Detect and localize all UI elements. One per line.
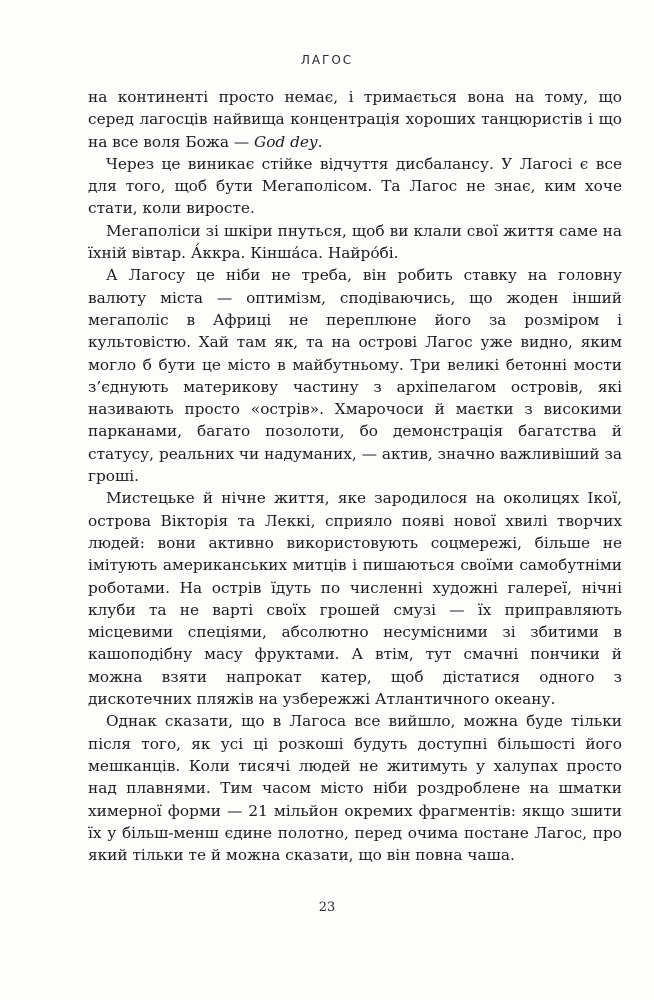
- emphasis-phrase: God dey: [254, 132, 318, 151]
- paragraph-continued: на континенті просто немає, і тримається вона на тому, що серед лагосців найвища концентрація хороших танцюристів і що на все воля Божа — God dey.: [88, 88, 622, 151]
- paragraph: А Лагосу це ніби не треба, він робить ставку на головну валюту міста — оптимізм, сподіваючись, що жоден інший мегаполіс в Африці не переплюне його за розміром і культовістю. Хай там як, та на острові Лагос уже видно, яким могло б бути це місто в майбутньому. Три великі бетонні мости з’єднують материкову частину з архіпелагом островів, які називають просто «острів». Хмарочоси й маєтки з високими парканами, багато позолоти, бо демонстрація багатства й статусу, реальних чи надуманих, — актив, значно важливіший за гроші.: [88, 266, 622, 486]
- body-text: [88, 86, 622, 866]
- paragraph: Мегаполіси зі шкіри пнуться, щоб ви клали свої життя саме на їхній вівтар. А́ккра. Кінша́са. Найро́бі.: [88, 221, 622, 263]
- paragraph: Мистецьке й нічне життя, яке зародилося на околицях Ікої, острова Вікторія та Леккі, сприяло появі нової хвилі творчих людей: вони активно використовують соцмережі, більше не імітують американських митців і пишаються своїми самобутніми роботами. На острів їдуть по численні художні галереї, нічні клуби та не варті своїх грошей смузі — їх приправляють місцевими спеціями, абсолютно несумісними зі збитими в кашоподібну масу фруктами. А втім, тут смачні пончики й можна взяти напрокат катер, щоб дістатися одного з дискотечних пляжів на узбережжі Атлантичного океану.: [88, 489, 622, 709]
- paragraph: Через це виникає стійке відчуття дисбалансу. У Лагосі є все для того, щоб бути Мегаполісом. Та Лагос не знає, ким хоче стати, коли виросте.: [88, 154, 622, 218]
- page-number: 23: [318, 900, 336, 915]
- running-header: ЛАГОС: [300, 53, 354, 67]
- paragraph: Однак сказати, що в Лагоса все вийшло, можна буде тільки після того, як усі ці розкоші будуть доступні більшості його мешканців. Коли тисячі людей не житимуть у халупах просто над плавнями. Тим часом місто ніби роздроблене на шматки химерної форми — 21 мільйон окремих фрагментів: якщо зшити їх у більш-менш єдине полотно, перед очима постане Лагос, про який тільки те й можна сказати, що він повна чаша.: [88, 712, 622, 865]
